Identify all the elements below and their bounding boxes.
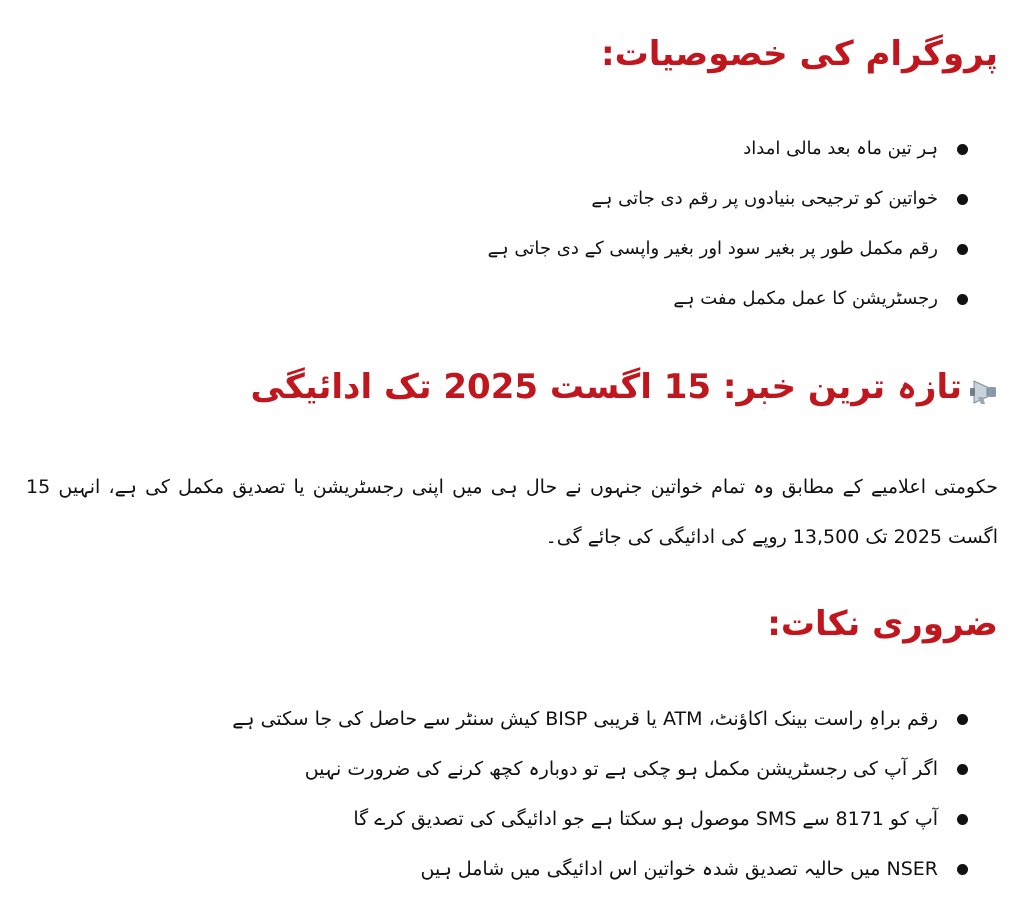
list-item-text: NSER میں حالیہ تصدیق شدہ خواتین اس ادائیگی میں شامل ہیں bbox=[420, 857, 938, 880]
bullet-icon bbox=[957, 714, 968, 725]
list-item-text: آپ کو 8171 سے SMS موصول ہو سکتا ہے جو ادائیگی کی تصدیق کرے گا bbox=[353, 807, 938, 830]
bullet-icon bbox=[957, 814, 968, 825]
news-heading-text: تازہ ترین خبر: 15 اگست 2025 تک ادائیگی bbox=[250, 367, 962, 407]
bullet-icon bbox=[957, 244, 968, 255]
list-item-text: خواتین کو ترجیحی بنیادوں پر رقم دی جاتی ہے bbox=[591, 188, 938, 210]
list-item bbox=[488, 124, 972, 174]
list-item bbox=[232, 844, 972, 894]
bullet-icon bbox=[957, 864, 968, 875]
list-item bbox=[488, 274, 972, 324]
list-item bbox=[488, 174, 972, 224]
list-item-text: ہر تین ماہ بعد مالی امداد bbox=[743, 138, 938, 160]
points-list bbox=[232, 694, 972, 894]
list-item-text: رقم مکمل طور پر بغیر سود اور بغیر واپسی کے دی جاتی ہے bbox=[487, 238, 938, 260]
bullet-icon bbox=[957, 144, 968, 155]
list-item-text: رقم براہِ راست بینک اکاؤنٹ، ATM یا قریبی BISP کیش سنٹر سے حاصل کی جا سکتی ہے bbox=[232, 707, 938, 730]
list-item bbox=[232, 694, 972, 744]
megaphone-icon bbox=[968, 374, 998, 400]
bullet-icon bbox=[957, 194, 968, 205]
list-item-text: اگر آپ کی رجسٹریشن مکمل ہو چکی ہے تو دوبارہ کچھ کرنے کی ضرورت نہیں bbox=[304, 757, 938, 780]
list-item-text: رجسٹریشن کا عمل مکمل مفت ہے bbox=[673, 288, 938, 310]
bullet-icon bbox=[957, 294, 968, 305]
list-item bbox=[232, 794, 972, 844]
list-item bbox=[488, 224, 972, 274]
news-heading bbox=[251, 366, 998, 407]
bullet-icon bbox=[957, 764, 968, 775]
features-heading: پروگرام کی خصوصیات: bbox=[601, 34, 998, 74]
news-paragraph: حکومتی اعلامیے کے مطابق وہ تمام خواتین جنہوں نے حال ہی میں اپنی رجسٹریشن یا تصدیق مکمل کی ہے، انہیں 15 اگست 2025 تک 13,500 روپے کی ادائیگی کی جائے گی۔ bbox=[26, 476, 998, 548]
features-list bbox=[488, 124, 972, 324]
points-heading: ضروری نکات: bbox=[767, 604, 998, 644]
list-item bbox=[232, 744, 972, 794]
